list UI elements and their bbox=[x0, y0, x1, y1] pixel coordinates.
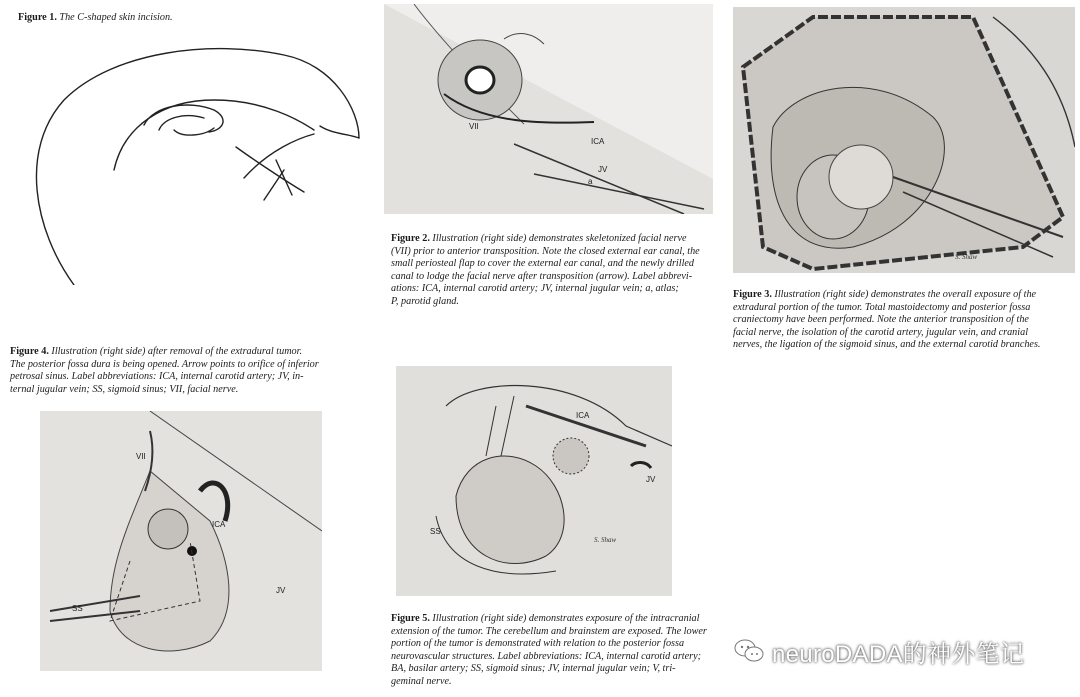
figure-3-caption-line: extradural portion of the tumor. Total mastoidectomy and posterior fossa bbox=[733, 301, 1031, 313]
fig2-label-jv: JV bbox=[598, 165, 608, 174]
figure-5-caption bbox=[391, 613, 723, 689]
fig5-label-ss: SS bbox=[430, 527, 441, 536]
fig2-label-ica: ICA bbox=[591, 137, 605, 146]
fig2-label-a: a bbox=[588, 177, 593, 186]
figure-5-caption-line: neurovascular structures. Label abbreviations: ICA, internal carotid artery; bbox=[391, 650, 702, 662]
figure-1-label: Figure 1. bbox=[18, 12, 57, 23]
fig5-label-ica: ICA bbox=[576, 411, 590, 420]
fig4-label-ica: ICA bbox=[212, 520, 226, 529]
figure-3-illustration bbox=[733, 7, 1075, 273]
figure-2-caption-line: (VII) prior to anterior transposition. Note the closed external ear canal, the bbox=[391, 245, 700, 257]
figure-5-caption-line: BA, basilar artery; SS, sigmoid sinus; JV, internal jugular vein; V, tri- bbox=[391, 663, 676, 675]
figure-4-caption-line: The posterior fossa dura is being opened. Arrow points to orifice of inferior bbox=[10, 358, 319, 370]
figure-2-caption-line: canal to lodge the facial nerve after transposition (arrow). Label abbrevi- bbox=[391, 270, 693, 282]
figure-3-caption bbox=[733, 289, 1078, 352]
figure-4-label: Figure 4. bbox=[10, 346, 49, 357]
figure-2-caption-line: Illustration (right side) demonstrates skeletonized facial nerve bbox=[432, 233, 687, 244]
figure-2-caption-line: ations: ICA, internal carotid artery; JV, internal jugular vein; a, atlas; bbox=[391, 283, 679, 295]
figure-4-caption-line: ternal jugular vein; SS, sigmoid sinus; VII, facial nerve. bbox=[10, 383, 239, 395]
fig5-label-jv: JV bbox=[646, 475, 656, 484]
figure-3-label: Figure 3. bbox=[733, 289, 772, 300]
figure-3-caption-line: nerves, the ligation of the sigmoid sinus, and the external carotid branches. bbox=[733, 339, 1041, 351]
fig5-signature: S. Shaw bbox=[594, 536, 617, 544]
figure-4-caption-line: Illustration (right side) after removal of the extradural tumor. bbox=[51, 346, 303, 357]
figure-1-drawing bbox=[14, 30, 364, 285]
fig4-label-jv: JV bbox=[276, 586, 286, 595]
figure-3-caption-line: Illustration (right side) demonstrates the overall exposure of the bbox=[774, 289, 1037, 300]
watermark bbox=[734, 634, 1074, 668]
fig2-label-vii: VII bbox=[469, 122, 479, 131]
figure-4-caption-line: petrosal sinus. Label abbreviations: ICA, internal carotid artery; JV, in- bbox=[10, 371, 304, 383]
figure-3-caption-line: facial nerve, the isolation of the carotid artery, jugular vein, and cranial bbox=[733, 326, 1029, 338]
figure-3-caption-line: craniectomy have been performed. Note the anterior transposition of the bbox=[733, 314, 1029, 326]
fig4-label-ss: SS bbox=[72, 604, 83, 613]
fig4-label-vii: VII bbox=[136, 452, 146, 461]
wechat-icon bbox=[734, 638, 764, 664]
figure-5-illustration bbox=[396, 366, 672, 596]
figure-5-caption-line: geminal nerve. bbox=[391, 675, 452, 687]
figure-2-caption-line: P, parotid gland. bbox=[391, 295, 459, 307]
figure-2-illustration bbox=[384, 4, 713, 214]
figure-5-caption-line: Illustration (right side) demonstrates exposure of the intracranial bbox=[432, 613, 700, 624]
figure-5-label: Figure 5. bbox=[391, 613, 430, 624]
figure-4-illustration bbox=[40, 411, 322, 671]
figure-1-caption bbox=[18, 12, 358, 25]
figure-4-caption bbox=[10, 346, 355, 396]
fig3-signature: S. Shaw bbox=[955, 253, 978, 261]
figure-1-caption-text: The C-shaped skin incision. bbox=[59, 12, 173, 23]
figure-2-caption-line: small periosteal flap to cover the external ear canal, and the newly drilled bbox=[391, 258, 695, 270]
figure-5-caption-line: extension of the tumor. The cerebellum and brainstem are exposed. The lower bbox=[391, 625, 707, 637]
figure-2-label: Figure 2. bbox=[391, 233, 430, 244]
figure-5-caption-line: portion of the tumor is demonstrated with relation to the posterior fossa bbox=[391, 638, 685, 650]
watermark-text: neuroDADA的神外笔记 bbox=[772, 640, 1025, 668]
figure-2-caption bbox=[391, 233, 721, 309]
